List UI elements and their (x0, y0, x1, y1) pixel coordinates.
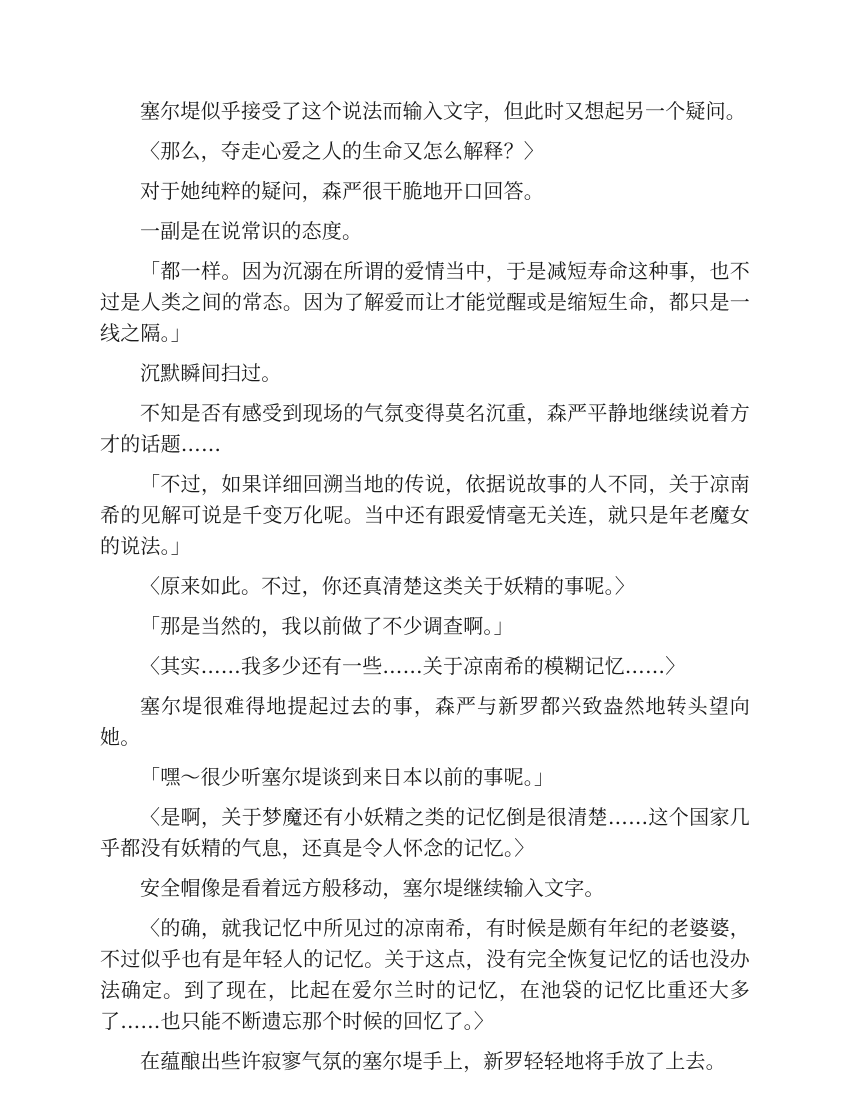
paragraph-4: 一副是在说常识的态度。 (140, 219, 363, 243)
paragraph-15: 安全帽像是看着远方般移动，塞尔堤继续输入文字。 (140, 876, 605, 900)
paragraph-10: 「那是当然的，我以前做了不少调查啊。」 (140, 614, 514, 638)
paragraph-12: 塞尔堤很难得地提起过去的事，森严与新罗都兴致盎然地转头望向她。 (100, 694, 750, 749)
paragraph-16: 〈的确，就我记忆中所见过的凉南希，有时候是颇有年纪的老婆婆，不过似乎也有是年轻人的记忆。关于这点，没有完全恢复记忆的话也没办法确定。到了现在，比起在爱尔兰时的记忆，在池袋的记忆比重还大多了……也只能不断遗忘那个时候的回忆了。〉 (100, 916, 750, 1033)
document-page (100, 96, 750, 1086)
paragraph-13: 「嘿～很少听塞尔堤谈到来日本以前的事呢。」 (140, 765, 555, 789)
paragraph-14: 〈是啊，关于梦魔还有小妖精之类的记忆倒是很清楚……这个国家几乎都没有妖精的气息，还真是令人怀念的记忆。〉 (100, 805, 750, 860)
paragraph-7: 不知是否有感受到现场的气氛变得莫名沉重，森严平静地继续说着方才的话题…… (100, 401, 750, 456)
paragraph-8: 「不过，如果详细回溯当地的传说，依据说故事的人不同，关于凉南希的见解可说是千变万化呢。当中还有跟爱情毫无关连，就只是年老魔女的说法。」 (100, 472, 750, 558)
paragraph-2: 〈那么，夺走心爱之人的生命又怎么解释？〉 (140, 139, 544, 163)
paragraph-17: 在蕴酿出些许寂寥气氛的塞尔堤手上，新罗轻轻地将手放了上去。 (140, 1049, 726, 1073)
paragraph-9: 〈原来如此。不过，你还真清楚这类关于妖精的事呢。〉 (140, 574, 635, 598)
paragraph-3: 对于她纯粹的疑问，森严很干脆地开口回答。 (140, 179, 544, 203)
paragraph-1: 塞尔堤似乎接受了这个说法而输入文字，但此时又想起另一个疑问。 (140, 99, 746, 123)
paragraph-5: 「都一样。因为沉溺在所谓的爱情当中，于是减短寿命这种事，也不过是人类之间的常态。因为了解爱而让才能觉醒或是缩短生命，都只是一线之隔。」 (100, 259, 750, 345)
paragraph-11: 〈其实……我多少还有一些……关于凉南希的模糊记忆……〉 (140, 654, 686, 678)
paragraph-6: 沉默瞬间扫过。 (140, 361, 282, 385)
